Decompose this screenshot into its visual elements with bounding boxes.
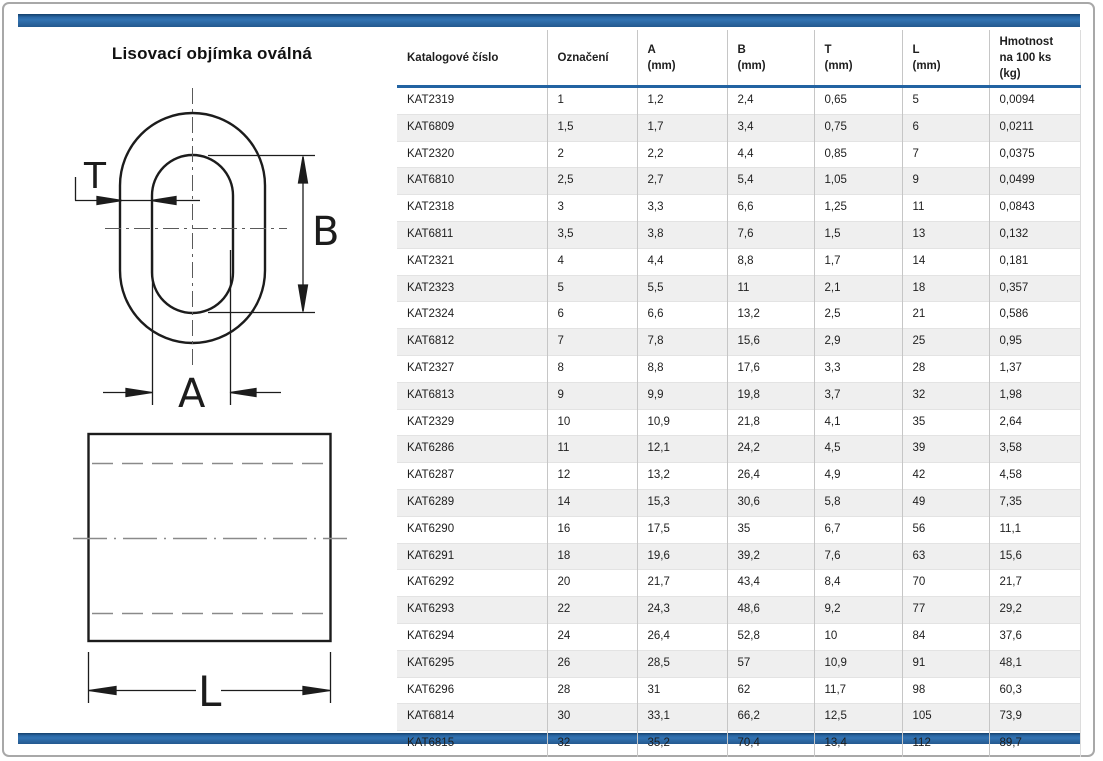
table-cell: 1 xyxy=(547,87,637,115)
table-cell: 3,8 xyxy=(637,221,727,248)
table-cell: 0,357 xyxy=(989,275,1080,302)
table-cell: 1,25 xyxy=(814,195,902,222)
table-cell: 56 xyxy=(902,516,989,543)
column-header: T (mm) xyxy=(814,30,902,87)
table-cell: 48,6 xyxy=(727,597,814,624)
table-cell: KAT6811 xyxy=(397,221,547,248)
table-cell: 4,4 xyxy=(637,248,727,275)
table-cell: 12,1 xyxy=(637,436,727,463)
table-cell: 0,0211 xyxy=(989,114,1080,141)
column-header: Hmotnost na 100 ks (kg) xyxy=(989,30,1080,87)
dimension-B xyxy=(208,156,315,313)
table-cell: 28,5 xyxy=(637,650,727,677)
table-cell: 0,0375 xyxy=(989,141,1080,168)
table-cell: 63 xyxy=(902,543,989,570)
table-cell: 11,7 xyxy=(814,677,902,704)
table-cell: 1,98 xyxy=(989,382,1080,409)
table-row xyxy=(397,409,1080,436)
table-cell: 37,6 xyxy=(989,623,1080,650)
arrowhead xyxy=(126,389,152,397)
column-header: Katalogové číslo xyxy=(397,30,547,87)
table-cell: 8 xyxy=(547,355,637,382)
table-cell: 52,8 xyxy=(727,623,814,650)
table-row xyxy=(397,195,1080,222)
table-cell: 5,8 xyxy=(814,489,902,516)
table-row xyxy=(397,275,1080,302)
table-cell: 16 xyxy=(547,516,637,543)
table-cell: KAT6810 xyxy=(397,168,547,195)
table-cell: 7 xyxy=(547,329,637,356)
table-cell: 49 xyxy=(902,489,989,516)
table-cell: 12,5 xyxy=(814,704,902,731)
table-row xyxy=(397,87,1080,115)
table-cell: 8,8 xyxy=(727,248,814,275)
table-cell: 13,4 xyxy=(814,731,902,757)
column-header: L (mm) xyxy=(902,30,989,87)
table-cell: 7 xyxy=(902,141,989,168)
table-cell: 15,6 xyxy=(989,543,1080,570)
table-cell: 17,6 xyxy=(727,355,814,382)
table-cell: 0,0499 xyxy=(989,168,1080,195)
table-cell: 13,2 xyxy=(727,302,814,329)
table-cell: 1,05 xyxy=(814,168,902,195)
table-cell: 24,3 xyxy=(637,597,727,624)
table-cell: 31 xyxy=(637,677,727,704)
table-cell: 3,3 xyxy=(637,195,727,222)
table-cell: 11 xyxy=(727,275,814,302)
table-cell: 1,5 xyxy=(547,114,637,141)
column-header: A (mm) xyxy=(637,30,727,87)
sleeve-outline xyxy=(89,434,331,641)
table-cell: 5,4 xyxy=(727,168,814,195)
table-cell: 0,95 xyxy=(989,329,1080,356)
table-cell: 0,65 xyxy=(814,87,902,115)
table-row xyxy=(397,463,1080,490)
table-cell: 0,586 xyxy=(989,302,1080,329)
dimension-label-a: A xyxy=(178,371,206,417)
table-cell: 39 xyxy=(902,436,989,463)
table-cell: 24,2 xyxy=(727,436,814,463)
column-header: Označení xyxy=(547,30,637,87)
table-cell: 4,4 xyxy=(727,141,814,168)
arrowhead xyxy=(151,197,176,205)
table-cell: 3,3 xyxy=(814,355,902,382)
table-cell: 18 xyxy=(902,275,989,302)
table-cell: 89,7 xyxy=(989,731,1080,757)
table-cell: 43,4 xyxy=(727,570,814,597)
table-cell: 2,1 xyxy=(814,275,902,302)
table-cell: 7,8 xyxy=(637,329,727,356)
table-cell: 6,6 xyxy=(727,195,814,222)
table-cell: KAT2329 xyxy=(397,409,547,436)
table-cell: 0,132 xyxy=(989,221,1080,248)
table-cell: 9 xyxy=(902,168,989,195)
table-cell: 6 xyxy=(547,302,637,329)
column-header: B (mm) xyxy=(727,30,814,87)
arrowhead xyxy=(303,687,330,695)
table-cell: 17,5 xyxy=(637,516,727,543)
table-cell: 32 xyxy=(902,382,989,409)
table-cell: 21,7 xyxy=(989,570,1080,597)
table-cell: 15,3 xyxy=(637,489,727,516)
table-cell: 10 xyxy=(547,409,637,436)
table-row xyxy=(397,489,1080,516)
table-cell: 3,58 xyxy=(989,436,1080,463)
arrowhead xyxy=(230,389,256,397)
table-cell: 70,4 xyxy=(727,731,814,757)
table-cell: 6 xyxy=(902,114,989,141)
table-cell: 1,7 xyxy=(637,114,727,141)
table-cell: 8,8 xyxy=(637,355,727,382)
table-cell: 0,75 xyxy=(814,114,902,141)
table-cell: 19,6 xyxy=(637,543,727,570)
table-cell: KAT6287 xyxy=(397,463,547,490)
table-cell: KAT2324 xyxy=(397,302,547,329)
dimension-label-t: T xyxy=(84,156,106,197)
table-cell: 84 xyxy=(902,623,989,650)
table-cell: 98 xyxy=(902,677,989,704)
table-cell: 30,6 xyxy=(727,489,814,516)
table-cell: 18 xyxy=(547,543,637,570)
table-row xyxy=(397,677,1080,704)
table-cell: 1,2 xyxy=(637,87,727,115)
dimension-label-b: B xyxy=(312,209,340,255)
table-cell: KAT6294 xyxy=(397,623,547,650)
table-cell: 35 xyxy=(727,516,814,543)
table-row xyxy=(397,302,1080,329)
dimension-label-l: L xyxy=(198,667,222,716)
table-cell: 33,1 xyxy=(637,704,727,731)
table-cell: 3,5 xyxy=(547,221,637,248)
table-cell: 6,7 xyxy=(814,516,902,543)
table-cell: 4,58 xyxy=(989,463,1080,490)
table-row xyxy=(397,329,1080,356)
table-cell: 9,9 xyxy=(637,382,727,409)
table-cell: KAT6812 xyxy=(397,329,547,356)
table-cell: 10,9 xyxy=(814,650,902,677)
table-cell: 4,9 xyxy=(814,463,902,490)
table-cell: KAT6291 xyxy=(397,543,547,570)
table-cell: 3 xyxy=(547,195,637,222)
table-cell: KAT6286 xyxy=(397,436,547,463)
table-cell: 91 xyxy=(902,650,989,677)
table-cell: 4,1 xyxy=(814,409,902,436)
table-row xyxy=(397,597,1080,624)
page-title: Lisovací objímka oválná xyxy=(111,44,313,63)
table-cell: 15,6 xyxy=(727,329,814,356)
table-cell: 13 xyxy=(902,221,989,248)
table-cell: KAT6809 xyxy=(397,114,547,141)
table-cell: 28 xyxy=(902,355,989,382)
table-header xyxy=(397,30,1080,87)
table-cell: 2 xyxy=(547,141,637,168)
table-cell: 29,2 xyxy=(989,597,1080,624)
table-cell: KAT6290 xyxy=(397,516,547,543)
center-lines xyxy=(105,88,287,368)
table-cell: 32 xyxy=(547,731,637,757)
table-cell: 28 xyxy=(547,677,637,704)
table-cell: 3,7 xyxy=(814,382,902,409)
arrowhead xyxy=(299,157,308,184)
table-cell: 12 xyxy=(547,463,637,490)
table-cell: 1,37 xyxy=(989,355,1080,382)
table-cell: 2,5 xyxy=(547,168,637,195)
table-row xyxy=(397,704,1080,731)
table-cell: 42 xyxy=(902,463,989,490)
table-cell: 0,85 xyxy=(814,141,902,168)
table-cell: 26,4 xyxy=(637,623,727,650)
table-cell: 21 xyxy=(902,302,989,329)
table-cell: KAT2327 xyxy=(397,355,547,382)
table-cell: KAT2323 xyxy=(397,275,547,302)
table-cell: 26 xyxy=(547,650,637,677)
table-cell: 35,2 xyxy=(637,731,727,757)
table-row xyxy=(397,141,1080,168)
table-cell: 39,2 xyxy=(727,543,814,570)
arrowhead xyxy=(299,285,308,312)
table-cell: 2,5 xyxy=(814,302,902,329)
table-cell: 21,7 xyxy=(637,570,727,597)
table-cell: 35 xyxy=(902,409,989,436)
table-cell: KAT6292 xyxy=(397,570,547,597)
table-cell: KAT6289 xyxy=(397,489,547,516)
table-row xyxy=(397,570,1080,597)
table-cell: 1,5 xyxy=(814,221,902,248)
table-cell: 14 xyxy=(547,489,637,516)
table-cell: 48,1 xyxy=(989,650,1080,677)
sleeve-side-view-drawing xyxy=(73,434,347,641)
table-cell: 6,6 xyxy=(637,302,727,329)
table-cell: KAT2319 xyxy=(407,94,455,106)
technical-drawing xyxy=(0,0,397,761)
table-cell: 3,4 xyxy=(727,114,814,141)
catalog-table xyxy=(397,30,1081,757)
table-cell: 14 xyxy=(902,248,989,275)
table-cell: 62 xyxy=(727,677,814,704)
table-cell: 9,2 xyxy=(814,597,902,624)
table-cell: KAT2321 xyxy=(397,248,547,275)
table-cell: 10 xyxy=(814,623,902,650)
table-cell: 105 xyxy=(902,704,989,731)
table-cell: 70 xyxy=(902,570,989,597)
table-cell: 7,6 xyxy=(814,543,902,570)
table-cell: 0,0094 xyxy=(989,87,1080,115)
table-cell: 2,64 xyxy=(989,409,1080,436)
table-cell: KAT6295 xyxy=(397,650,547,677)
arrowhead xyxy=(89,687,116,695)
table-cell: 30 xyxy=(547,704,637,731)
table-row xyxy=(397,248,1080,275)
table-cell: KAT6815 xyxy=(397,731,547,757)
table-cell: 20 xyxy=(547,570,637,597)
table-cell: 2,7 xyxy=(637,168,727,195)
table-cell: 21,8 xyxy=(727,409,814,436)
table-cell: 10,9 xyxy=(637,409,727,436)
table-cell: 66,2 xyxy=(727,704,814,731)
table-cell: 1,7 xyxy=(814,248,902,275)
table-cell: 73,9 xyxy=(989,704,1080,731)
table-cell: 2,9 xyxy=(814,329,902,356)
table-row xyxy=(397,650,1080,677)
table-row xyxy=(397,221,1080,248)
table-cell: 13,2 xyxy=(637,463,727,490)
table-cell: 9 xyxy=(547,382,637,409)
arrowhead xyxy=(97,197,122,205)
table-cell: 60,3 xyxy=(989,677,1080,704)
table-row xyxy=(397,168,1080,195)
table-cell: 5 xyxy=(902,87,989,115)
table-row xyxy=(397,114,1080,141)
table-row xyxy=(397,731,1080,757)
table-cell: 11,1 xyxy=(989,516,1080,543)
table-row xyxy=(397,382,1080,409)
table-cell: 26,4 xyxy=(727,463,814,490)
table-cell: 0,0843 xyxy=(989,195,1080,222)
table-cell: 2,4 xyxy=(727,87,814,115)
table-cell: KAT6814 xyxy=(397,704,547,731)
table-cell: 7,35 xyxy=(989,489,1080,516)
table-cell: 0,181 xyxy=(989,248,1080,275)
table-cell: 11 xyxy=(902,195,989,222)
table-cell: KAT6296 xyxy=(397,677,547,704)
table-cell: 25 xyxy=(902,329,989,356)
table-cell: 4,5 xyxy=(814,436,902,463)
table-cell: 11 xyxy=(547,436,637,463)
table-cell: 19,8 xyxy=(727,382,814,409)
table-row xyxy=(397,623,1080,650)
table-cell: 8,4 xyxy=(814,570,902,597)
table-cell: 5,5 xyxy=(637,275,727,302)
table-cell: 7,6 xyxy=(727,221,814,248)
table-cell: 112 xyxy=(902,731,989,757)
table-cell: KAT6813 xyxy=(397,382,547,409)
table-body xyxy=(397,87,1080,757)
table-cell: 5 xyxy=(547,275,637,302)
table-row xyxy=(397,516,1080,543)
table-header-row xyxy=(397,30,1080,87)
table-cell: 2,2 xyxy=(637,141,727,168)
table-cell: 24 xyxy=(547,623,637,650)
table-cell: 57 xyxy=(727,650,814,677)
table-cell: 4 xyxy=(547,248,637,275)
table-row xyxy=(397,436,1080,463)
table-cell: KAT6293 xyxy=(397,597,547,624)
table-cell: 77 xyxy=(902,597,989,624)
table-row xyxy=(397,355,1080,382)
table-row xyxy=(397,543,1080,570)
table-cell: KAT2320 xyxy=(397,141,547,168)
table-cell: 22 xyxy=(547,597,637,624)
table-cell: KAT2318 xyxy=(397,195,547,222)
